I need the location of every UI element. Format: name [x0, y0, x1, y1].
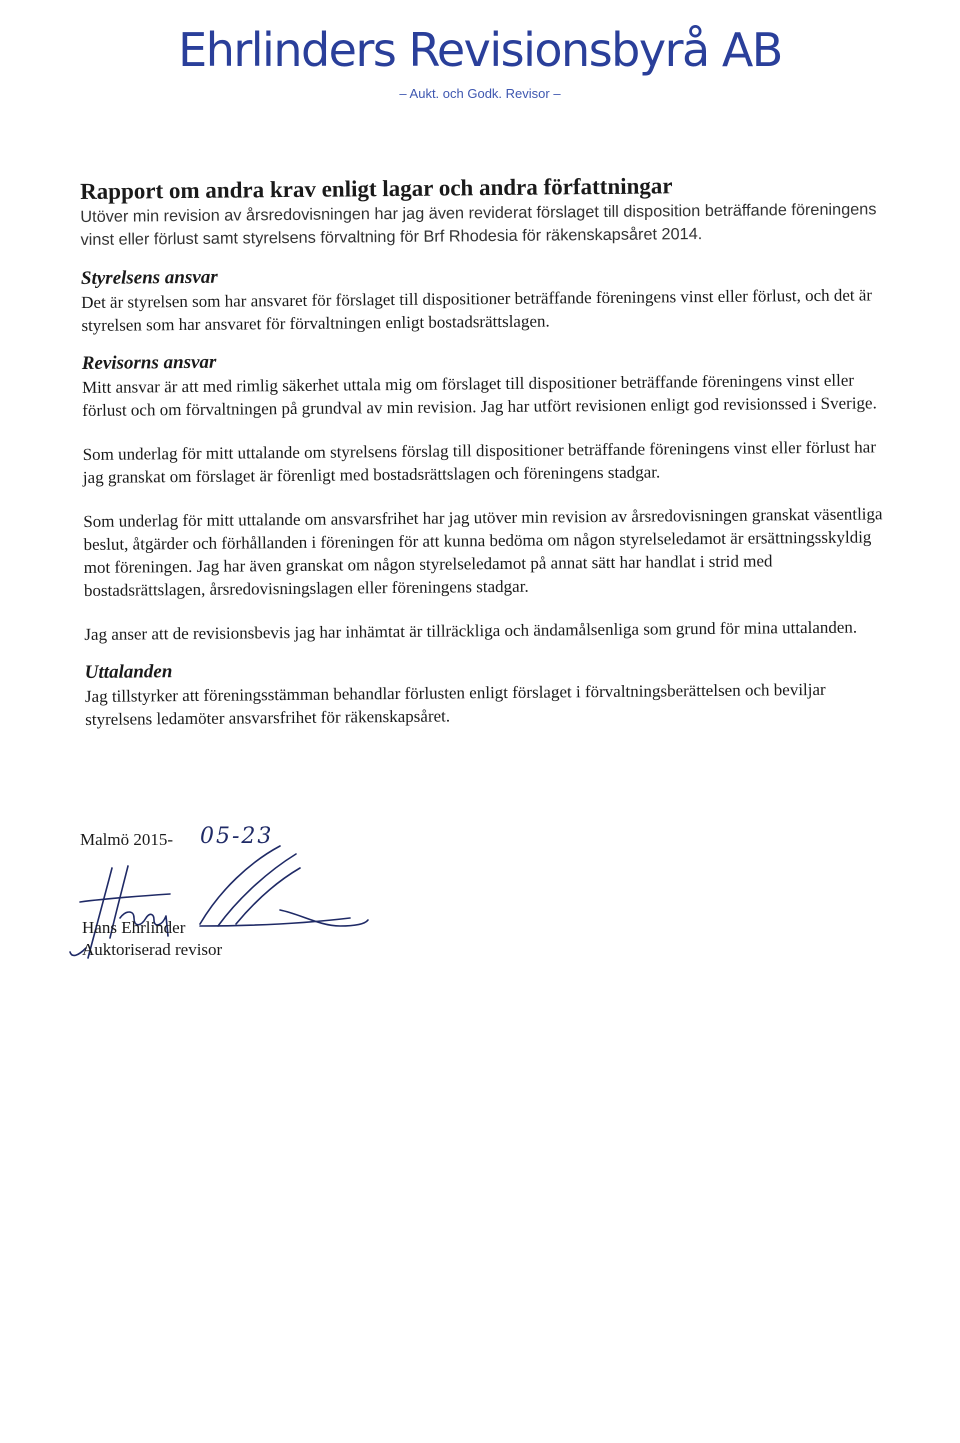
- paragraph-uttalanden: Jag tillstyrker att föreningsstämman behandlar förlusten enligt förslaget i förvaltningsberättelsen och beviljar styrelsens ledamöter ansvarsfrihet för räkenskapsåret.: [84, 679, 826, 729]
- paragraph-revisorns-ansvar-2: Som underlag för mitt uttalande om styrelsens förslag till dispositioner beträffande föreningens vinst eller förlust har jag granskat om förslaget är förenligt med bostadsrättslagen och föreningens stadgar.: [82, 437, 877, 487]
- paragraph-revisorns-ansvar-4: Jag anser att de revisionsbevis jag har inhämtat är tillräckliga och ändamålsenliga som grund för mina uttalanden.: [84, 617, 858, 644]
- company-name: Ehrlinders Revisionsbyrå AB: [178, 23, 782, 77]
- intro-paragraph: Utöver min revision av årsredovisningen har jag även reviderat förslaget till disposition beträffande föreningens vinst eller förlust samt styrelsens förvaltning för Brf Rhodesia för räkenskapsåret 2014.: [80, 200, 877, 249]
- signer-name: Hans Ehrlinder: [82, 918, 186, 937]
- heading-uttalanden: Uttalanden: [84, 661, 173, 683]
- paragraph-styrelsens-ansvar: Det är styrelsen som har ansvaret för förslaget till dispositioner beträffande föreningens vinst eller förlust, och det är styrelsen som har ansvaret för förvaltningen enligt bostadsrättslagen.: [81, 285, 873, 335]
- signer-title: Auktoriserad revisor: [82, 940, 223, 959]
- heading-styrelsens-ansvar: Styrelsens ansvar: [80, 266, 218, 289]
- heading-revisorns-ansvar: Revisorns ansvar: [81, 351, 217, 374]
- paragraph-revisorns-ansvar-1: Mitt ansvar är att med rimlig säkerhet uttala mig om förslaget till dispositioner beträffande föreningens vinst eller förlust och om förvaltningen på grundval av min revision. Jag har utfört revisionen enligt god revisionssed i Sverige.: [81, 370, 877, 420]
- paragraph-revisorns-ansvar-3: Som underlag för mitt uttalande om ansvarsfrihet har jag utöver min revision av årsredovisningen granskat väsentliga beslut, åtgärder och förhållanden i föreningen för att kunna bedöma om någon styrelseledamot är ersättningsskyldig mot föreningen. Jag har även granskat om någon styrelseledamot på annat sätt har handlat i strid med bostadsrättslagen, årsredovisningslagen eller föreningens stadgar.: [83, 504, 883, 600]
- report-title: Rapport om andra krav enligt lagar och andra författningar: [80, 173, 673, 204]
- report-body: [80, 170, 885, 731]
- place-and-date: Malmö 2015-: [80, 830, 174, 849]
- company-subline: – Aukt. och Godk. Revisor –: [399, 86, 561, 101]
- signature-block: [80, 824, 400, 980]
- handwritten-date: 05-23: [200, 824, 274, 849]
- letterhead: [0, 22, 960, 101]
